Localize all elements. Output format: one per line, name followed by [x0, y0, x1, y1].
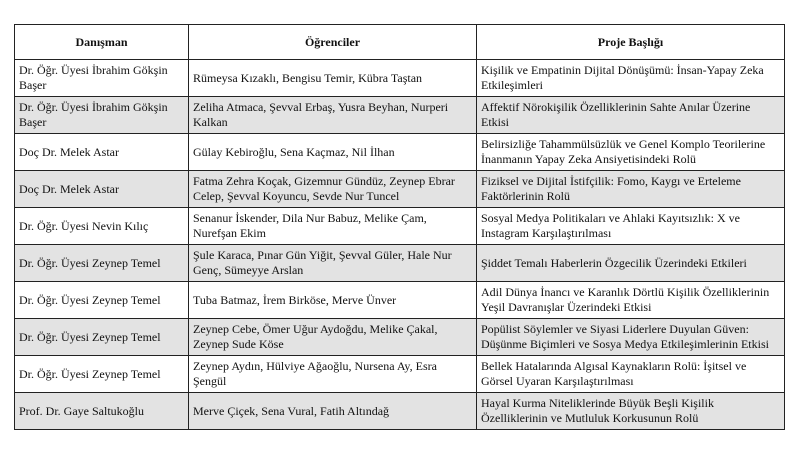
header-students: Öğrenciler	[189, 25, 477, 60]
students-cell: Gülay Kebiroğlu, Sena Kaçmaz, Nil İlhan	[189, 134, 477, 171]
students-cell: Fatma Zehra Koçak, Gizemnur Gündüz, Zeynep Ebrar Celep, Şevval Koyuncu, Sevde Nur Tuncel	[189, 171, 477, 208]
table-row	[15, 134, 785, 171]
project-title-cell: Sosyal Medya Politikaları ve Ahlaki Kayıtsızlık: X ve Instagram Karşılaştırılması	[477, 208, 785, 245]
advisor-cell: Dr. Öğr. Üyesi Nevin Kılıç	[15, 208, 189, 245]
advisor-cell: Dr. Öğr. Üyesi Zeynep Temel	[15, 356, 189, 393]
project-title-cell: Affektif Nörokişilik Özelliklerinin Sahte Anılar Üzerine Etkisi	[477, 97, 785, 134]
project-title-cell: Belirsizliğe Tahammülsüzlük ve Genel Komplo Teorilerine İnanmanın Yapay Zeka Ansiyetisindeki Rolü	[477, 134, 785, 171]
project-title-cell: Adil Dünya İnancı ve Karanlık Dörtlü Kişilik Özelliklerinin Yeşil Davranışlar Üzerindeki Etkisi	[477, 282, 785, 319]
students-cell: Zeliha Atmaca, Şevval Erbaş, Yusra Beyhan, Nurperi Kalkan	[189, 97, 477, 134]
advisor-cell: Prof. Dr. Gaye Saltukoğlu	[15, 393, 189, 430]
header-project-title: Proje Başlığı	[477, 25, 785, 60]
project-title-cell: Fiziksel ve Dijital İstifçilik: Fomo, Kaygı ve Erteleme Faktörlerinin Rolü	[477, 171, 785, 208]
project-title-cell: Şiddet Temalı Haberlerin Özgecilik Üzerindeki Etkileri	[477, 245, 785, 282]
advisor-cell: Dr. Öğr. Üyesi Zeynep Temel	[15, 319, 189, 356]
advisor-cell: Doç Dr. Melek Astar	[15, 134, 189, 171]
project-table-container	[14, 24, 784, 430]
table-row	[15, 97, 785, 134]
students-cell: Merve Çiçek, Sena Vural, Fatih Altındağ	[189, 393, 477, 430]
table-body	[15, 60, 785, 430]
table-row	[15, 245, 785, 282]
table-row	[15, 208, 785, 245]
table-row	[15, 282, 785, 319]
project-table	[14, 24, 785, 430]
table-row	[15, 319, 785, 356]
advisor-cell: Doç Dr. Melek Astar	[15, 171, 189, 208]
advisor-cell: Dr. Öğr. Üyesi Zeynep Temel	[15, 282, 189, 319]
project-title-cell: Kişilik ve Empatinin Dijital Dönüşümü: İnsan-Yapay Zeka Etkileşimleri	[477, 60, 785, 97]
table-row	[15, 171, 785, 208]
students-cell: Rümeysa Kızaklı, Bengisu Temir, Kübra Taştan	[189, 60, 477, 97]
project-title-cell: Hayal Kurma Niteliklerinde Büyük Beşli Kişilik Özelliklerinin ve Mutluluk Korkusunun Rolü	[477, 393, 785, 430]
table-header-row	[15, 25, 785, 60]
students-cell: Zeynep Aydın, Hülviye Ağaoğlu, Nursena Ay, Esra Şengül	[189, 356, 477, 393]
advisor-cell: Dr. Öğr. Üyesi İbrahim Gökşin Başer	[15, 60, 189, 97]
advisor-cell: Dr. Öğr. Üyesi Zeynep Temel	[15, 245, 189, 282]
students-cell: Tuba Batmaz, İrem Birköse, Merve Ünver	[189, 282, 477, 319]
students-cell: Senanur İskender, Dila Nur Babuz, Melike Çam, Nurefşan Ekim	[189, 208, 477, 245]
table-row	[15, 60, 785, 97]
table-row	[15, 356, 785, 393]
project-title-cell: Bellek Hatalarında Algısal Kaynakların Rolü: İşitsel ve Görsel Uyaran Karşılaştırılması	[477, 356, 785, 393]
table-row	[15, 393, 785, 430]
advisor-cell: Dr. Öğr. Üyesi İbrahim Gökşin Başer	[15, 97, 189, 134]
project-title-cell: Popülist Söylemler ve Siyasi Liderlere Duyulan Güven: Düşünme Biçimleri ve Sosya Medya Etkileşimlerinin Etkisi	[477, 319, 785, 356]
students-cell: Şule Karaca, Pınar Gün Yiğit, Şevval Güler, Hale Nur Genç, Sümeyye Arslan	[189, 245, 477, 282]
header-advisor: Danışman	[15, 25, 189, 60]
students-cell: Zeynep Cebe, Ömer Uğur Aydoğdu, Melike Çakal, Zeynep Sude Köse	[189, 319, 477, 356]
